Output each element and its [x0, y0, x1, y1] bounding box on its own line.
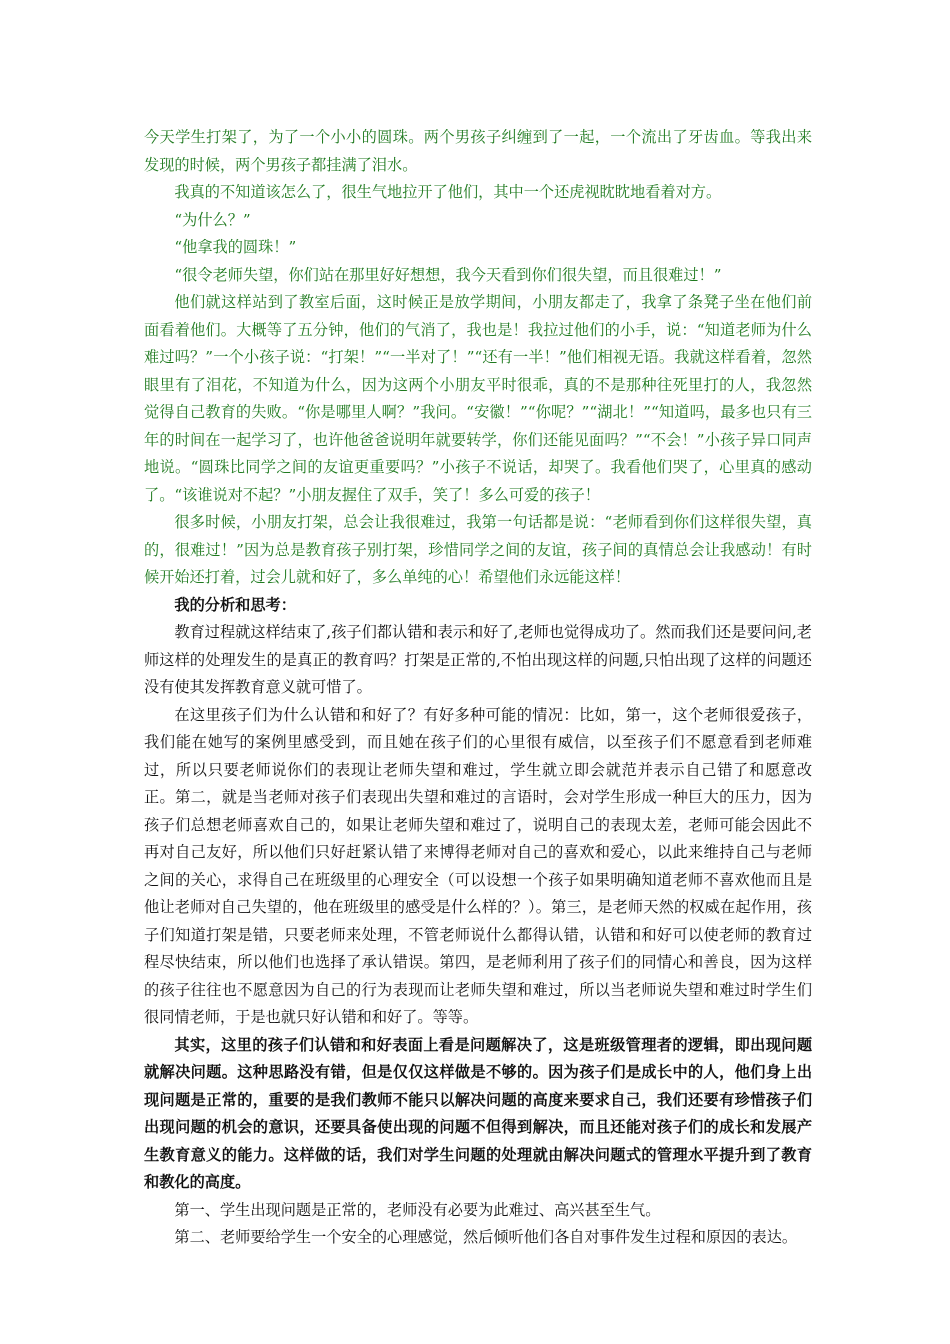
document-page [144, 124, 812, 1252]
analysis-paragraph-1: 教育过程就这样结束了,孩子们都认错和表示和好了,老师也觉得成功了。然而我们还是要问问,老师这样的处理发生的是真正的教育吗？打架是正常的,不怕出现这样的问题,只怕出现了这样的问题还没有使其发挥教育意义就可惜了。 [144, 623, 812, 696]
story-dialogue-3: “很令老师失望，你们站在那里好好想想，我今天看到你们很失望，而且很难过！” [174, 265, 722, 284]
story-dialogue-1: “为什么？” [174, 210, 251, 229]
analysis-point-1: 第一、学生出现问题是正常的，老师没有必要为此难过、高兴甚至生气。 [174, 1200, 661, 1219]
story-paragraph-1: 今天学生打架了，为了一个小小的圆珠。两个男孩子纠缠到了一起，一个流出了牙齿血。等我出来发现的时候，两个男孩子都挂满了泪水。 [144, 128, 812, 174]
story-paragraph-2: 我真的不知道该怎么了，很生气地拉开了他们，其中一个还虎视眈眈地看着对方。 [174, 183, 722, 201]
analysis-point-2: 第二、老师要给学生一个安全的心理感觉，然后倾听他们各自对事件发生过程和原因的表达。 [174, 1228, 798, 1246]
analysis-paragraph-3: 其实，这里的孩子们认错和和好表面上看是问题解决了，这是班级管理者的逻辑，即出现问题就解决问题。这种思路没有错，但是仅仅这样做是不够的。因为孩子们是成长中的人，他们身上出现问题是正常的，重要的是我们教师不能只以解决问题的高度来要求自己，我们还要有珍惜孩子们出现问题的机会的意识，还要具备使出现的问题不但得到解决，而且还能对孩子们的成长和发展产生教育意义的能力。这样做的话，我们对学生问题的处理就由解决问题式的管理水平提升到了教育和教化的高度。 [144, 1035, 812, 1191]
story-paragraph-4: 很多时候，小朋友打架，总会让我很难过，我第一句话都是说：“老师看到你们这样很失望，真的，很难过！”因为总是教育孩子别打架，珍惜同学之间的友谊，孩子间的真情总会让我感动！有时候开始还打着，过会儿就和好了，多么单纯的心！希望他们永远能这样！ [144, 513, 812, 586]
story-dialogue-2: “他拿我的圆珠！” [174, 238, 297, 256]
analysis-paragraph-2: 在这里孩子们为什么认错和和好了？有好多种可能的情况：比如，第一，这个老师很爱孩子，我们能在她写的案例里感受到，而且她在孩子们的心里很有威信，以至孩子们不愿意看到老师难过，所以只要老师说你们的表现让老师失望和难过，学生就立即会就范并表示自己错了和愿意改正。第二，就是当老师对孩子们表现出失望和难过的言语时，会对学生形成一种巨大的压力，因为孩子们总想老师喜欢自己的，如果让老师失望和难过了，说明自己的表现太差，老师可能会因此不再对自己友好，所以他们只好赶紧认错了来博得老师对自己的喜欢和爱心，以此来维持自己与老师之间的关心，求得自己在班级里的心理安全（可以设想一个孩子如果明确知道老师不喜欢他而且是他让老师对自己失望的，他在班级里的感受是什么样的？）。第三，是老师天然的权威在起作用，孩子们知道打架是错，只要老师来处理，不管老师说什么都得认错，认错和和好可以使老师的教育过程尽快结束，所以他们也选择了承认错误。第四，是老师利用了孩子们的同情心和善良，因为这样的孩子往往也不愿意因为自己的行为表现而让老师失望和难过，所以当老师说失望和难过时学生们很同情老师，于是也就只好认错和和好了。等等。 [144, 705, 812, 1026]
story-paragraph-3: 他们就这样站到了教室后面，这时候正是放学期间，小朋友都走了，我拿了条凳子坐在他们前面看着他们。大概等了五分钟，他们的气消了，我也是！我拉过他们的小手，说：“知道老师为什么难过吗？”一个小孩子说：“打架！”“一半对了！”“还有一半！”他们相视无语。我就这样看着，忽然眼里有了泪花，不知道为什么，因为这两个小朋友平时很乖，真的不是那种往死里打的人，我忽然觉得自己教育的失败。“你是哪里人啊？”我问。“安徽！”“你呢？”“湖北！”“知道吗，最多也只有三年的时间在一起学习了，也许他爸爸说明年就要转学，你们还能见面吗？”“不会！”小孩子异口同声地说。“圆珠比同学之间的友谊更重要吗？”小孩子不说话，却哭了。我看他们哭了，心里真的感动了。“该谁说对不起？”小朋友握住了双手，笑了！多么可爱的孩子！ [144, 293, 812, 504]
analysis-heading: 我的分析和思考： [174, 595, 296, 614]
